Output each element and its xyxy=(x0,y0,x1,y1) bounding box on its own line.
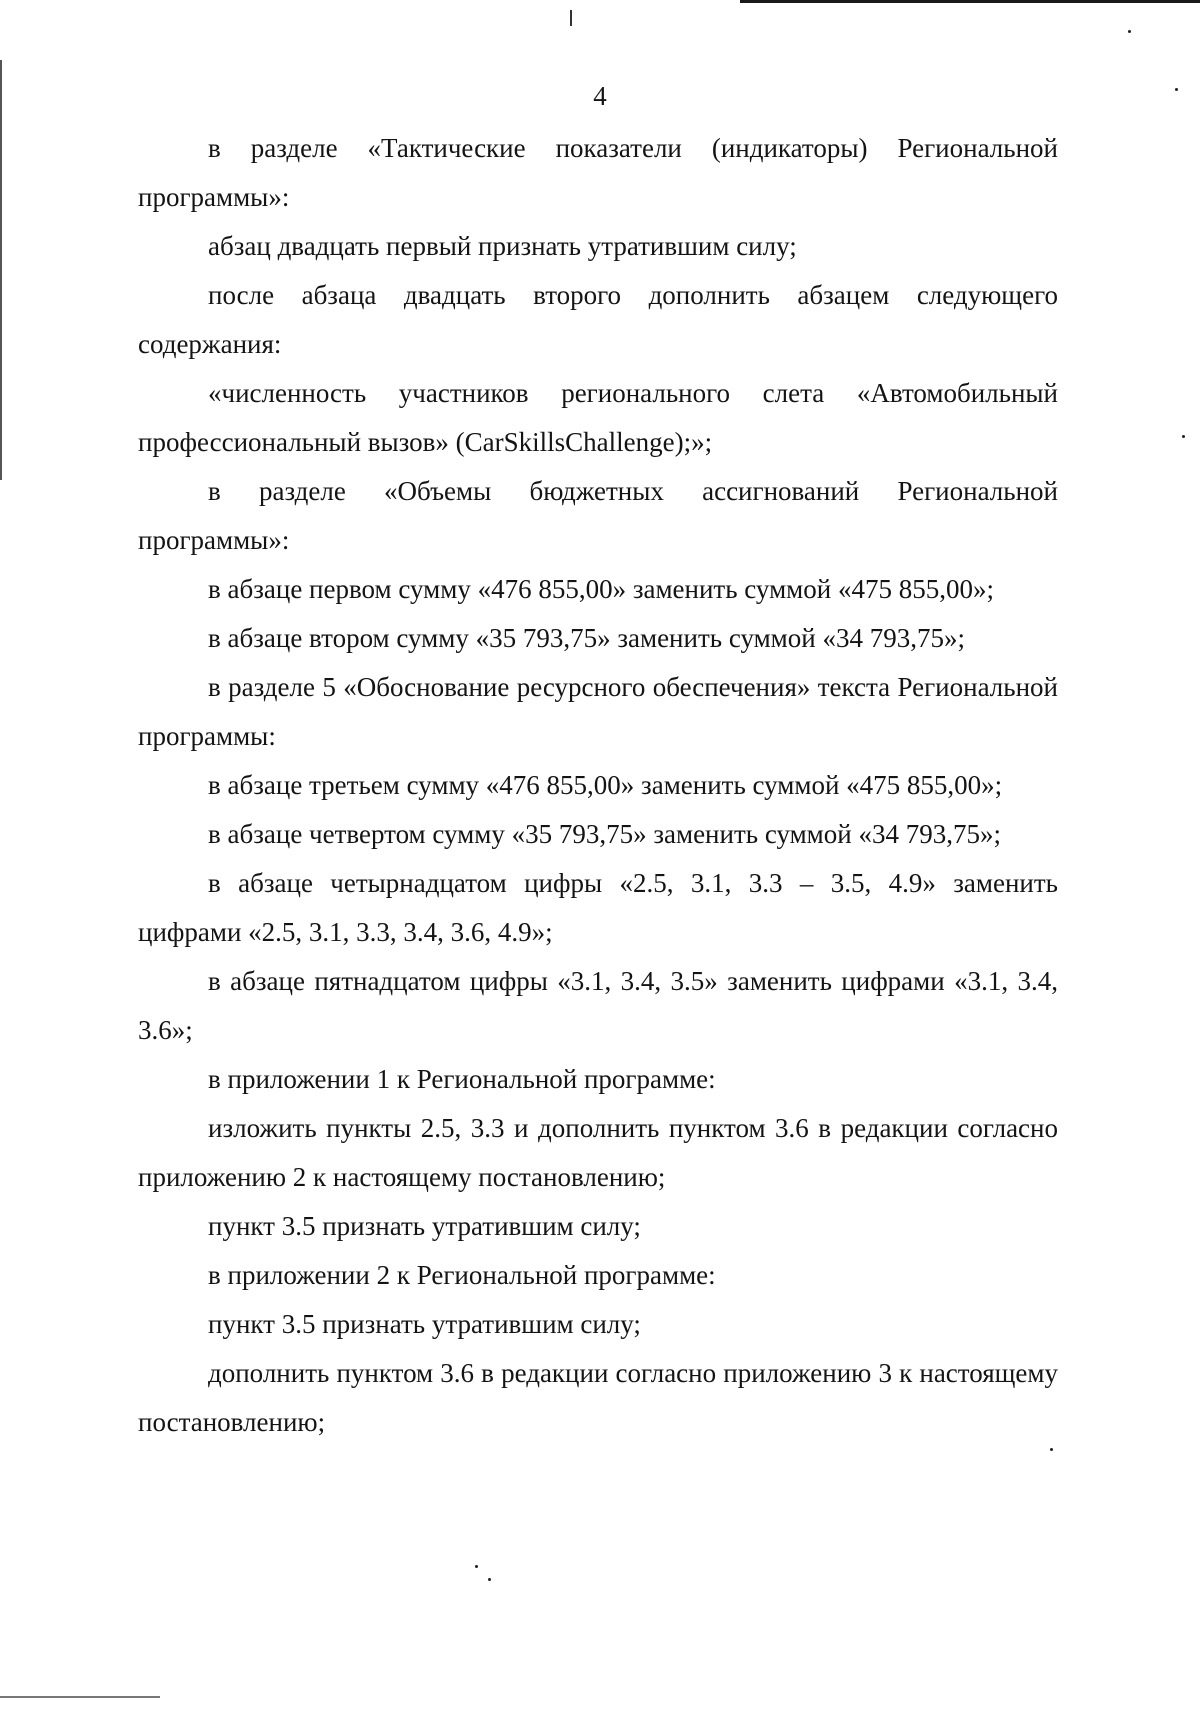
paragraph: в абзаце третьем сумму «476 855,00» заменить суммой «475 855,00»; xyxy=(208,770,1003,800)
paragraph: изложить пункты 2.5, 3.3 и дополнить пунктом 3.6 в редакции согласно приложению 2 к настоящему постановлению; xyxy=(138,1113,1058,1192)
paragraph: в абзаце четвертом сумму «35 793,75» заменить суммой «34 793,75»; xyxy=(208,819,1001,849)
paragraph: пункт 3.5 признать утратившим силу; xyxy=(208,1309,641,1339)
paragraph: пункт 3.5 признать утратившим силу; xyxy=(208,1211,641,1241)
paragraph: «численность участников регионального слета «Автомобильный профессиональный вызов» (CarSkillsChallenge);»; xyxy=(138,378,1058,457)
page-number: 4 xyxy=(593,81,607,111)
scan-speck xyxy=(1182,435,1185,438)
scan-speck xyxy=(475,1565,478,1568)
paragraph: в абзаце четырнадцатом цифры «2.5, 3.1, 3.3 – 3.5, 4.9» заменить цифрами «2.5, 3.1, 3.3, 3.4, 3.6, 4.9»; xyxy=(138,868,1058,947)
scan-edge-line xyxy=(0,60,2,480)
paragraph: в приложении 1 к Региональной программе: xyxy=(208,1064,716,1094)
paragraph: в разделе 5 «Обоснование ресурсного обеспечения» текста Региональной программы: xyxy=(138,672,1058,751)
paragraph: дополнить пунктом 3.6 в редакции согласно приложению 3 к настоящему постановлению; xyxy=(138,1358,1058,1437)
paragraph: в абзаце втором сумму «35 793,75» заменить суммой «34 793,75»; xyxy=(208,623,965,653)
paragraph: в абзаце первом сумму «476 855,00» заменить суммой «475 855,00»; xyxy=(208,574,994,604)
paragraph: в абзаце пятнадцатом цифры «3.1, 3.4, 3.5» заменить цифрами «3.1, 3.4, 3.6»; xyxy=(138,966,1058,1045)
paragraph: после абзаца двадцать второго дополнить абзацем следующего содержания: xyxy=(138,280,1058,359)
scan-speck xyxy=(1128,30,1131,33)
paragraph: абзац двадцать первый признать утратившим силу; xyxy=(208,231,797,261)
paragraph: в разделе «Объемы бюджетных ассигнований Региональной программы»: xyxy=(138,476,1058,555)
scan-mark xyxy=(570,10,572,26)
scan-edge-line xyxy=(740,0,1200,3)
paragraph: в приложении 2 к Региональной программе: xyxy=(208,1260,716,1290)
scan-edge-line xyxy=(0,1696,160,1698)
paragraph: в разделе «Тактические показатели (индикаторы) Региональной программы»: xyxy=(138,133,1058,212)
scan-speck xyxy=(1050,1448,1053,1451)
scan-speck xyxy=(488,1578,491,1581)
document-body xyxy=(138,124,1058,1447)
